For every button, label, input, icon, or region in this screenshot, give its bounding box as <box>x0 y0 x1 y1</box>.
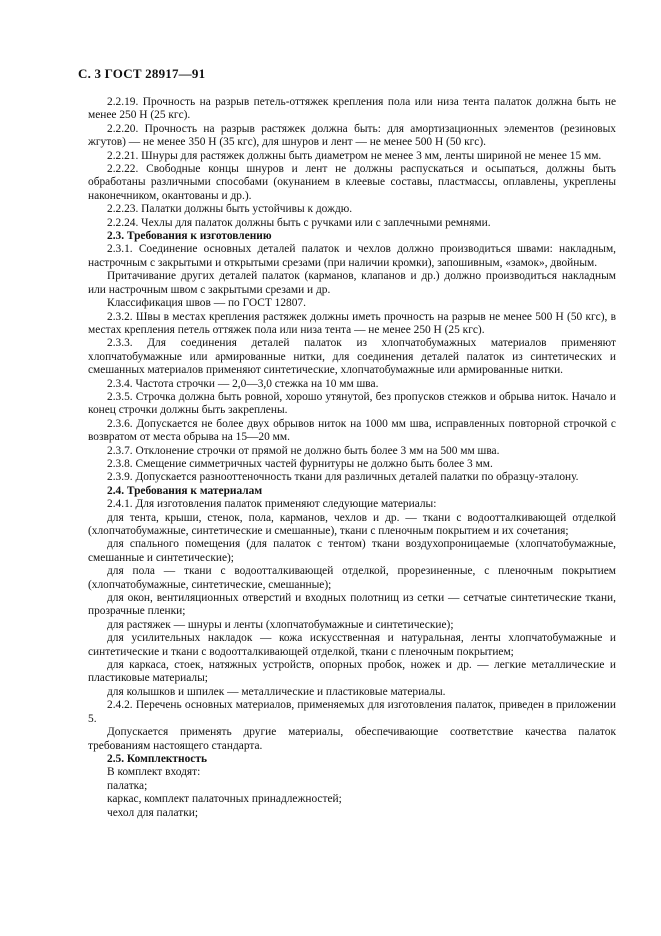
paragraph: 2.3.4. Частота строчки — 2,0—3,0 стежка на 10 мм шва. <box>107 377 379 390</box>
paragraph: 2.3.3. Для соединения деталей палаток из хлопчатобумажных материалов применяют хлопчатобумажные или армированные нитки, для соединения деталей палаток из синтетических и смешанных материалов применяют синтетические, хлопчатобумажные или армированные нитки. <box>88 337 616 377</box>
paragraph: 2.2.22. Свободные концы шнуров и лент не должны распускаться и осыпаться, должны быть обработаны различными способами (окунанием в клеевые составы, пластмассы, оплавлены, укреплены наконечником, окантованы и др.). <box>88 163 616 202</box>
paragraph: 2.3.8. Смещение симметричных частей фурнитуры не должно быть более 3 мм. <box>107 457 493 470</box>
section-heading: 2.4. Требования к материалам <box>107 484 263 497</box>
paragraph: В комплект входят: <box>107 766 201 779</box>
paragraph: 2.4.2. Перечень основных материалов, применяемых для изготовления палаток, приведен в приложении 5. <box>88 699 616 725</box>
paragraph: палатка; <box>107 779 148 792</box>
paragraph: Притачивание других деталей палаток (карманов, клапанов и др.) должно производиться накладным или настрочным швом с закрытыми срезами и др. <box>88 270 616 296</box>
paragraph: 2.3.7. Отклонение строчки от прямой не должно быть более 3 мм на 500 мм шва. <box>107 444 500 457</box>
document-body <box>88 96 616 820</box>
paragraph: 2.3.2. Швы в местах крепления растяжек должны иметь прочность на разрыв не менее 500 Н (50 кгс), в местах крепления петель оттяжек пола или низа тента — не менее 250 Н (25 кгс). <box>88 310 616 336</box>
paragraph: чехол для палатки; <box>107 806 199 819</box>
paragraph: для усилительных накладок — кожа искусственная и натуральная, ленты хлопчатобумажные и синтетические и ткани с водоотталкивающей отделкой, ткани с пленочным покрытием; <box>88 632 616 658</box>
paragraph: для окон, вентиляционных отверстий и входных полотнищ из сетки — сетчатые синтетические ткани, прозрачные пленки; <box>88 592 616 618</box>
paragraph: Классификация швов — по ГОСТ 12807. <box>107 297 306 310</box>
paragraph: Допускается применять другие материалы, обеспечивающие соответствие качества палаток требованиям настоящего стандарта. <box>88 726 616 752</box>
paragraph: 2.2.21. Шнуры для растяжек должны быть диаметром не менее 3 мм, ленты шириной не менее 15 мм. <box>107 149 602 162</box>
paragraph: 2.3.5. Строчка должна быть ровной, хорошо утянутой, без пропусков стежков и обрыва ниток. Начало и конец строчки должны быть закреплены. <box>88 390 616 417</box>
paragraph: для спального помещения (для палаток с тентом) ткани воздухопроницаемые (хлопчатобумажные, смешанные и синтетические); <box>88 538 616 564</box>
paragraph: 2.2.23. Палатки должны быть устойчивы к дождю. <box>107 203 353 216</box>
paragraph: каркас, комплект палаточных принадлежностей; <box>107 793 342 806</box>
paragraph: 2.4.1. Для изготовления палаток применяют следующие материалы: <box>107 498 437 511</box>
paragraph: для каркаса, стоек, натяжных устройств, опорных пробок, ножек и др. — легкие металлические и пластиковые материалы; <box>88 659 616 685</box>
page-header: С. 3 ГОСТ 28917—91 <box>78 66 206 81</box>
paragraph: для пола — ткани с водоотталкивающей отделкой, прорезиненные, с пленочным покрытием (хлопчатобумажные, синтетические, смешанные); <box>88 565 616 591</box>
paragraph: 2.3.9. Допускается разнооттеночность ткани для различных деталей палатки по образцу-эталону. <box>107 471 579 484</box>
paragraph: 2.2.20. Прочность на разрыв растяжек должна быть: для амортизационных элементов (резиновых жгутов) — не менее 350 Н (35 кгс), для шнуров и лент — не менее 500 Н (50 кгс). <box>88 122 616 149</box>
paragraph: 2.2.24. Чехлы для палаток должны быть с ручками или с заплечными ремнями. <box>107 216 491 229</box>
paragraph: для колышков и шпилек — металлические и пластиковые материалы. <box>107 685 446 698</box>
paragraph: 2.3.1. Соединение основных деталей палаток и чехлов должно производиться швами: накладным, настрочным с закрытыми и открытыми срезами (при наличии кромки), запошивным, «замок», двойным. <box>88 243 616 269</box>
section-heading: 2.3. Требования к изготовлению <box>107 230 272 243</box>
paragraph: 2.3.6. Допускается не более двух обрывов ниток на 1000 мм шва, исправленных повторной строчкой с возвратом от места обрыва на 15—20 мм. <box>88 417 616 444</box>
paragraph: для растяжек — шнуры и ленты (хлопчатобумажные и синтетические); <box>107 618 454 631</box>
paragraph: для тента, крыши, стенок, пола, карманов, чехлов и др. — ткани с водоотталкивающей отделкой (хлопчатобумажные, синтетические и смешанные), ткани с пленочным покрытием и их сочетания; <box>88 511 616 537</box>
paragraph: 2.2.19. Прочность на разрыв петель-оттяжек крепления пола или низа тента палаток должна быть не менее 250 Н (25 кгс). <box>88 96 616 122</box>
section-heading: 2.5. Комплектность <box>107 752 207 765</box>
